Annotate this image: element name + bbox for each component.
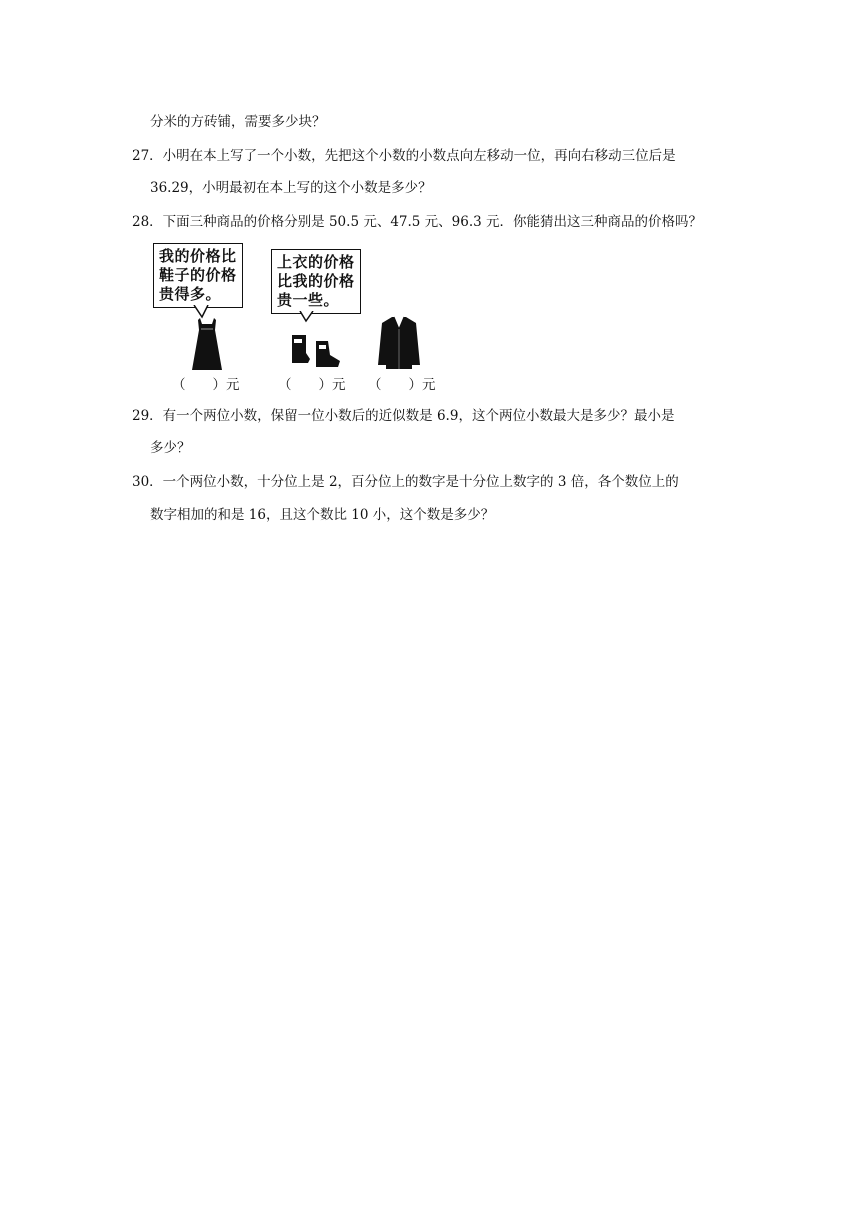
problem-29-line2: 多少？	[150, 440, 191, 456]
price-blank-shoes: （ ）元	[278, 377, 346, 393]
problem-27-line1: 27．小明在本上写了一个小数，先把这个小数的小数点向左移动一位，再向右移动三位后是	[132, 148, 676, 164]
price-blank-dress: （ ）元	[172, 377, 240, 393]
problem-29-line1: 29．有一个两位小数，保留一位小数后的近似数是 6.9，这个两位小数最大是多少？最小是	[132, 408, 675, 424]
price-blank-coat: （ ）元	[368, 377, 436, 393]
problem-27-line2: 36.29，小明最初在本上写的这个小数是多少？	[150, 180, 432, 196]
problem-continuation: 分米的方砖铺，需要多少块？	[150, 114, 326, 130]
speech-bubble-dress: 我的价格比 鞋子的价格 贵得多。	[153, 243, 243, 308]
dress-icon	[188, 316, 226, 372]
problem-28: 28．下面三种商品的价格分别是 50.5 元、47.5 元、96.3 元．你能猜出这三种商品的价格吗？	[132, 214, 703, 230]
coat-icon	[376, 315, 422, 371]
problem-30-line2: 数字相加的和是 16，且这个数比 10 小，这个数是多少？	[150, 507, 495, 523]
bubble-tail-icon	[298, 311, 318, 323]
speech-bubble-shoes: 上衣的价格 比我的价格 贵一些。	[271, 249, 361, 314]
problem-30-line1: 30．一个两位小数，十分位上是 2，百分位上的数字是十分位上数字的 3 倍，各个数位上的	[132, 474, 679, 490]
price-figure	[150, 243, 450, 393]
shoes-icon	[288, 331, 342, 369]
